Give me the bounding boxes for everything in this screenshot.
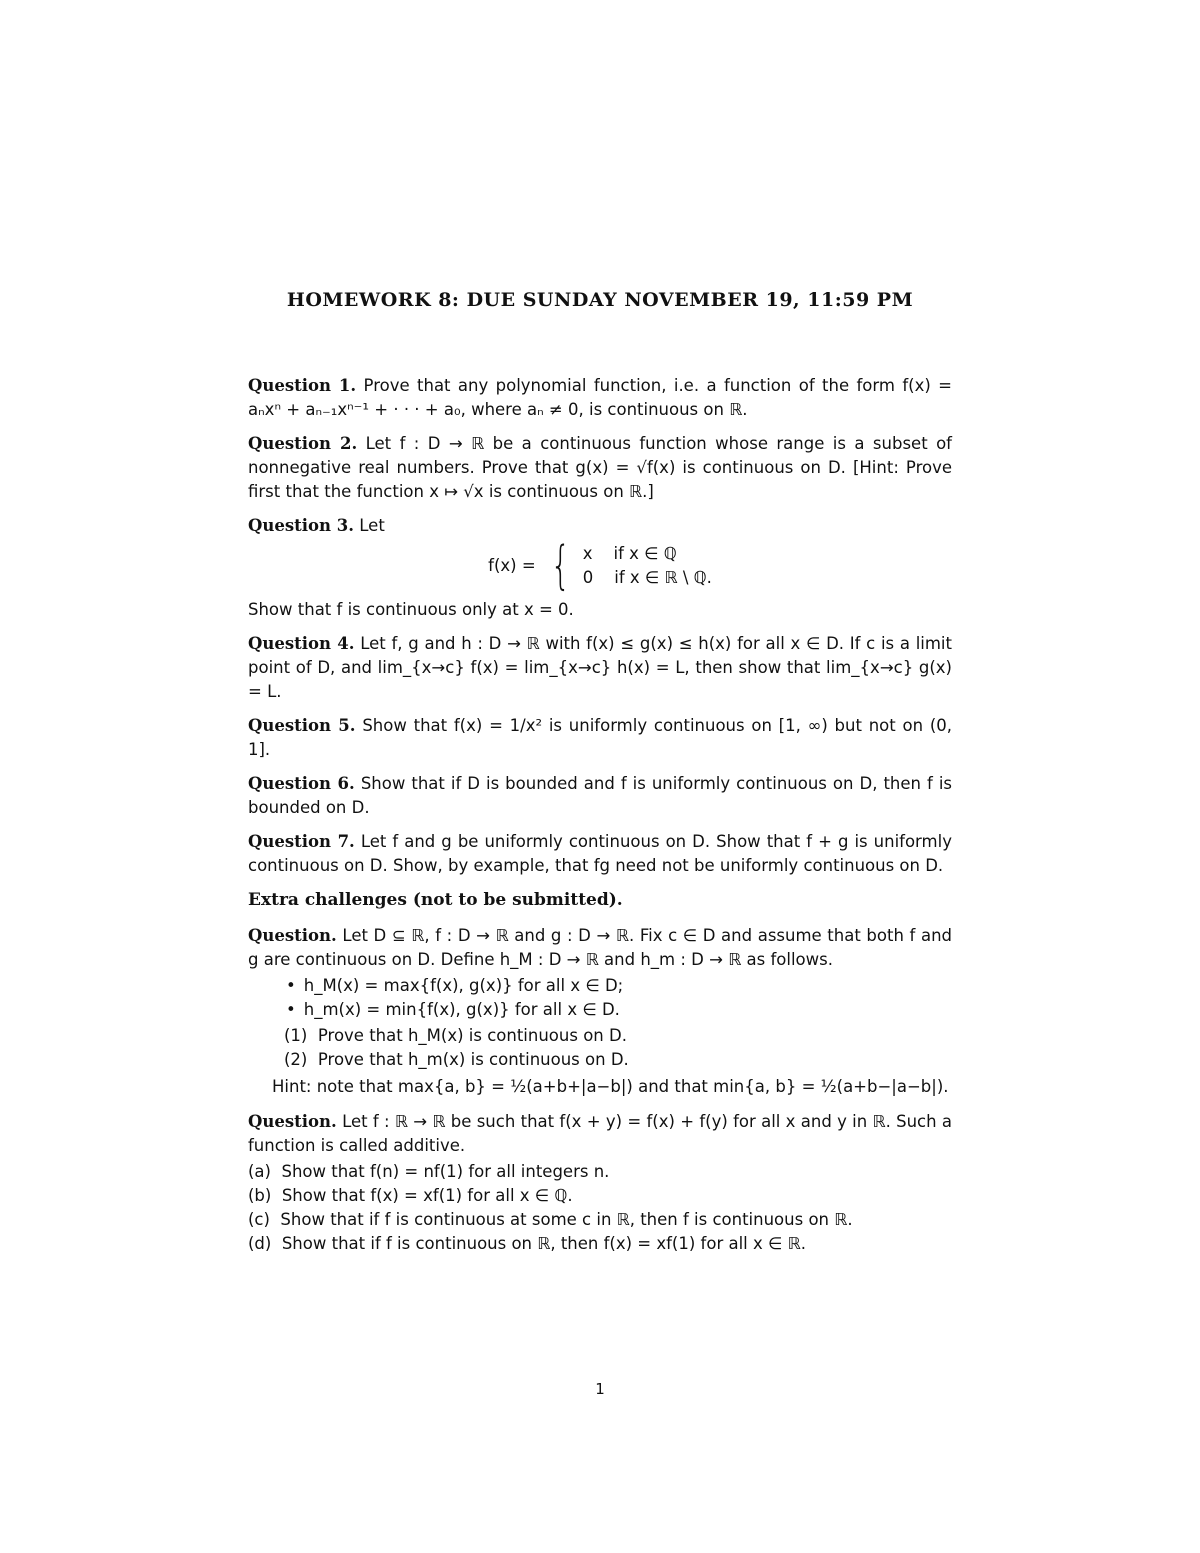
question-3-statement: Show that f is continuous only at x = 0. bbox=[248, 600, 574, 619]
lettered-parts bbox=[248, 1160, 952, 1256]
question-label: Question 4. bbox=[248, 634, 355, 653]
question-6 bbox=[248, 772, 952, 820]
page-number: 1 bbox=[595, 1380, 605, 1398]
numbered-parts bbox=[248, 1024, 952, 1072]
question-label: Question 1. bbox=[248, 376, 357, 395]
case-rational: x if x ∈ ℚ bbox=[582, 544, 677, 563]
question-text: Let f and g be uniformly continuous on D. Show that f + g is uniformly continuous on D. Show, by example, that fg need not be uniformly continuous on D. bbox=[248, 832, 952, 875]
question-text: Prove that any polynomial function, i.e. a function of the form f(x) = aₙxⁿ + aₙ₋₁xⁿ⁻¹ + · · · + a₀, where aₙ ≠ 0, is continuous on ℝ. bbox=[248, 376, 952, 419]
list-item: • h_M(x) = max{f(x), g(x)} for all x ∈ D; bbox=[286, 974, 952, 998]
extra-question-2 bbox=[248, 1110, 952, 1256]
piecewise-definition bbox=[248, 536, 952, 596]
left-brace-icon: { bbox=[550, 536, 571, 596]
list-item: (c) Show that if f is continuous at some c in ℝ, then f is continuous on ℝ. bbox=[248, 1210, 853, 1229]
question-label: Question. bbox=[248, 1112, 337, 1131]
list-item: (1) Prove that h_M(x) is continuous on D. bbox=[284, 1026, 627, 1045]
question-label: Question 5. bbox=[248, 716, 356, 735]
question-text: Show that f(x) = 1/x² is uniformly continuous on [1, ∞) but not on (0, 1]. bbox=[248, 716, 952, 759]
list-item: (2) Prove that h_m(x) is continuous on D. bbox=[284, 1050, 629, 1069]
question-4 bbox=[248, 632, 952, 704]
extra-challenges-heading: Extra challenges (not to be submitted). bbox=[248, 890, 623, 910]
question-7 bbox=[248, 830, 952, 878]
question-text: Let f, g and h : D → ℝ with f(x) ≤ g(x) ≤ h(x) for all x ∈ D. If c is a limit point of D, and lim_{x→c} f(x) = lim_{x→c} h(x) = L, then show that lim_{x→c} g(x) = L. bbox=[248, 634, 952, 701]
question-text: Show that if D is bounded and f is uniformly continuous on D, then f is bounded on D. bbox=[248, 774, 952, 817]
question-text: Let f : D → ℝ be a continuous function whose range is a subset of nonnegative real numbers. Prove that g(x) = √f(x) is continuous on D. [Hint: Prove first that the function x ↦ √x is continuous on ℝ.] bbox=[248, 434, 952, 501]
question-text: Let D ⊆ ℝ, f : D → ℝ and g : D → ℝ. Fix c ∈ D and assume that both f and g are continuous on D. Define h_M : D → ℝ and h_m : D → ℝ as follows. bbox=[248, 926, 952, 969]
question-text: Let f : ℝ → ℝ be such that f(x + y) = f(x) + f(y) for all x and y in ℝ. Such a function is called additive. bbox=[248, 1112, 952, 1155]
question-label: Question 7. bbox=[248, 832, 355, 851]
list-item: (b) Show that f(x) = xf(1) for all x ∈ ℚ. bbox=[248, 1186, 573, 1205]
question-3 bbox=[248, 514, 952, 622]
question-2 bbox=[248, 432, 952, 504]
definition-list bbox=[248, 974, 952, 1022]
question-label: Question 2. bbox=[248, 434, 358, 453]
question-label: Question. bbox=[248, 926, 337, 945]
case-irrational: 0 if x ∈ ℝ \ ℚ. bbox=[582, 568, 712, 587]
document-body bbox=[248, 374, 952, 1256]
question-5 bbox=[248, 714, 952, 762]
list-item: • h_m(x) = min{f(x), g(x)} for all x ∈ D. bbox=[286, 998, 952, 1022]
hint-text: Hint: note that max{a, b} = ½(a+b+|a−b|) and that min{a, b} = ½(a+b−|a−b|). bbox=[272, 1077, 949, 1096]
piecewise-cases bbox=[583, 542, 712, 590]
question-1 bbox=[248, 374, 952, 422]
list-item: (d) Show that if f is continuous on ℝ, then f(x) = xf(1) for all x ∈ ℝ. bbox=[248, 1234, 806, 1253]
list-item: (a) Show that f(n) = nf(1) for all integers n. bbox=[248, 1162, 610, 1181]
extra-question-1 bbox=[248, 924, 952, 1100]
question-label: Question 6. bbox=[248, 774, 355, 793]
page-title: HOMEWORK 8: DUE SUNDAY NOVEMBER 19, 11:59 PM bbox=[286, 289, 914, 311]
question-label: Question 3. bbox=[248, 516, 355, 535]
piecewise-lhs: f(x) = bbox=[488, 556, 536, 575]
question-text: Let bbox=[359, 516, 385, 535]
